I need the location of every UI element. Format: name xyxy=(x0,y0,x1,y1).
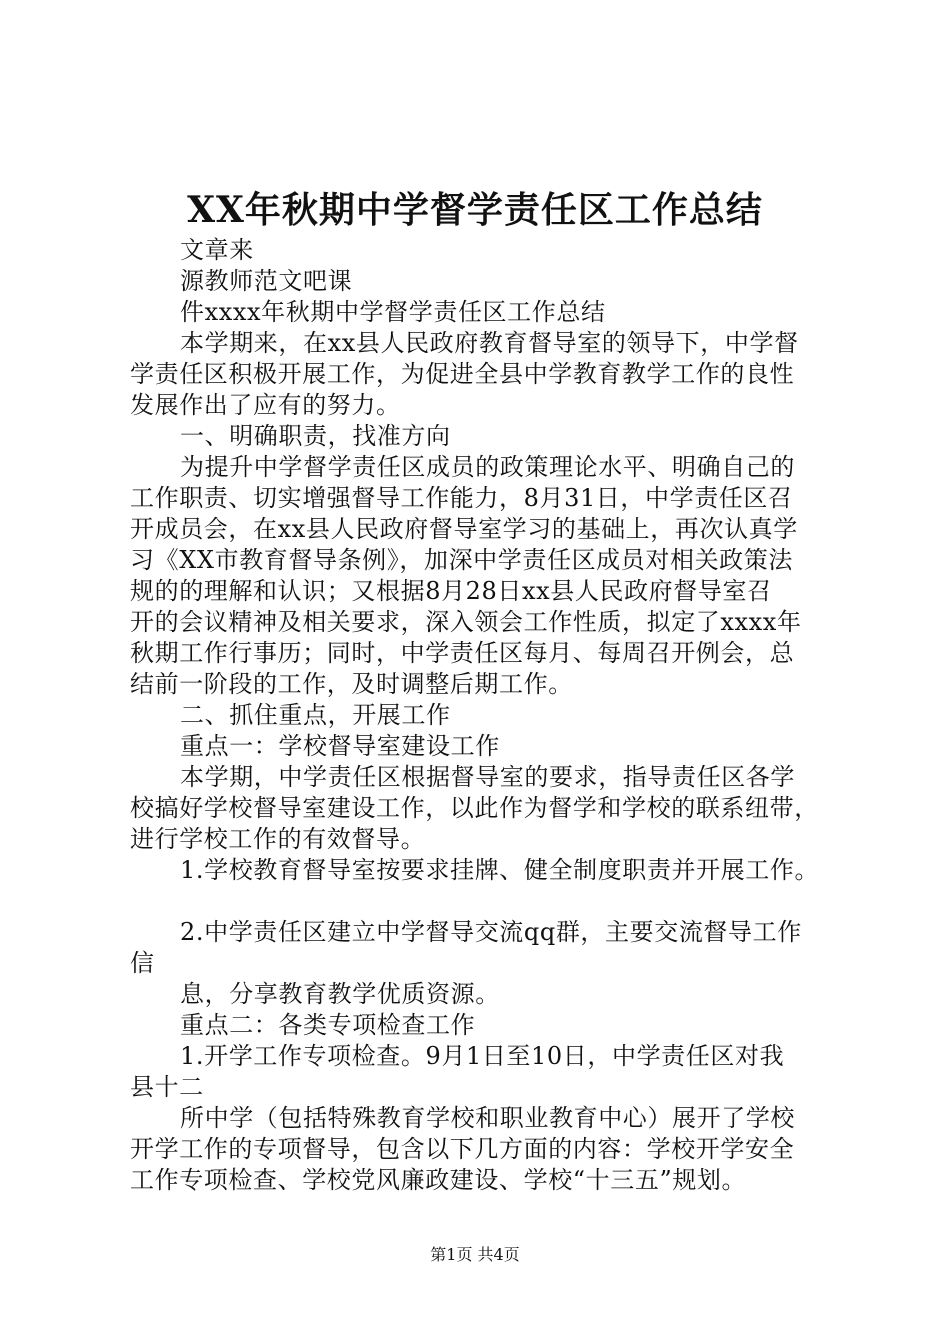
body-line: 开的会议精神及相关要求，深入领会工作性质，拟定了xxxx年 xyxy=(130,608,802,636)
body-line: 县十二 xyxy=(130,1073,204,1101)
body-line: 工作职责、切实增强督导工作能力，8月31日，中学责任区召 xyxy=(130,484,793,512)
section-heading: 一、明确职责，找准方向 xyxy=(180,422,451,450)
body-line: 校搞好学校督导室建设工作，以此作为督学和学校的联系纽带， xyxy=(130,794,819,822)
list-item: 2.中学责任区建立中学督导交流qq群，主要交流督导工作 xyxy=(180,918,802,946)
body-line: 为提升中学督学责任区成员的政策理论水平、明确自己的 xyxy=(180,453,795,481)
body-line: 信 xyxy=(130,949,155,977)
body-line: 所中学（包括特殊教育学校和职业教育中心）展开了学校 xyxy=(180,1104,795,1132)
list-item: 1.学校教育督导室按要求挂牌、健全制度职责并开展工作。 xyxy=(180,856,820,884)
body-line: 秋期工作行事历；同时，中学责任区每月、每周召开例会，总 xyxy=(130,639,795,667)
page-footer: 第1页 共4页 xyxy=(430,1245,520,1264)
subsection-heading: 重点二：各类专项检查工作 xyxy=(180,1011,476,1039)
body-line: 结前一阶段的工作，及时调整后期工作。 xyxy=(130,670,573,698)
body-line: 源教师范文吧课 xyxy=(180,267,353,295)
section-heading: 二、抓住重点，开展工作 xyxy=(180,701,451,729)
body-line: 进行学校工作的有效督导。 xyxy=(130,825,426,853)
blank-line xyxy=(130,886,830,917)
body-line: 件xxxx年秋期中学督学责任区工作总结 xyxy=(180,298,606,326)
body-line: 息，分享教育教学优质资源。 xyxy=(180,980,500,1008)
document-body xyxy=(130,235,830,1196)
body-line: 开学工作的专项督导，包含以下几方面的内容：学校开学安全 xyxy=(130,1135,795,1163)
body-line: 习《XX市教育督导条例》，加深中学责任区成员对相关政策法 xyxy=(130,546,793,574)
body-line: 发展作出了应有的努力。 xyxy=(130,391,401,419)
body-line: 开成员会，在xx县人民政府督导室学习的基础上，再次认真学 xyxy=(130,515,798,543)
body-line: 工作专项检查、学校党风廉政建设、学校“十三五”规划。 xyxy=(130,1166,747,1194)
list-item: 1.开学工作专项检查。9月1日至10日，中学责任区对我 xyxy=(180,1042,785,1070)
document-title: XX年秋期中学督学责任区工作总结 xyxy=(187,189,763,231)
body-line: 规的的理解和认识；又根据8月28日xx县人民政府督导室召 xyxy=(130,577,772,605)
body-line: 文章来 xyxy=(180,236,254,264)
body-line: 本学期，中学责任区根据督导室的要求，指导责任区各学 xyxy=(180,763,795,791)
subsection-heading: 重点一：学校督导室建设工作 xyxy=(180,732,500,760)
body-line: 本学期来，在xx县人民政府教育督导室的领导下，中学督 xyxy=(180,329,799,357)
body-line: 学责任区积极开展工作，为促进全县中学教育教学工作的良性 xyxy=(130,360,795,388)
